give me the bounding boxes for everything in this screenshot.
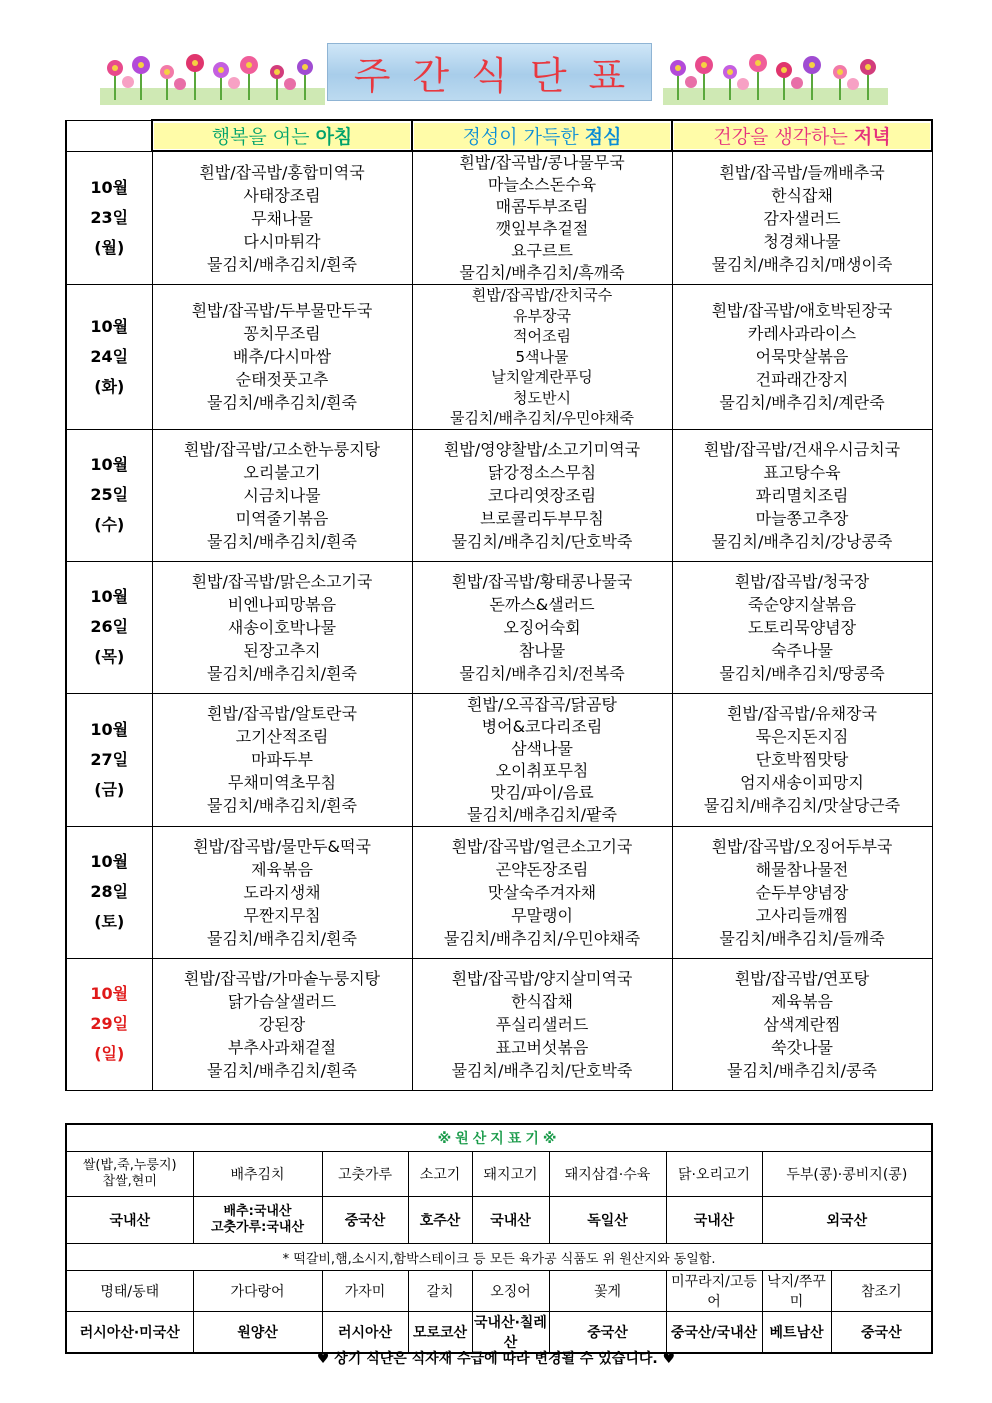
menu-item: 삼색나물: [511, 738, 573, 758]
origin-label-pork-belly: 돼지삼겹·수육: [549, 1152, 666, 1197]
origin2-value: 국내산·칠레산: [472, 1312, 549, 1354]
date-weekday: (목): [94, 647, 125, 666]
origin-title: ※원산지표기※: [66, 1124, 932, 1152]
breakfast-cell: [152, 151, 412, 285]
breakfast-header: [152, 120, 412, 151]
origin2-label: 가다랑어: [193, 1271, 322, 1312]
menu-item: 흰밥/잡곡밥/건새우시금치국: [703, 439, 901, 459]
menu-item: 오징어숙회: [503, 617, 581, 637]
menu-item: 죽순양지살볶음: [747, 594, 857, 614]
menu-item: 흰밥/잡곡밥/양지살미역국: [451, 968, 633, 988]
date-day: 27일: [90, 749, 129, 769]
corner-cell: [66, 120, 152, 151]
day-row: [66, 285, 932, 430]
date-cell: [66, 429, 152, 561]
day-row: [66, 429, 932, 561]
dinner-header-label: 건강을 생각하는: [713, 126, 848, 148]
menu-item: 해물참나물전: [755, 859, 849, 879]
menu-item: 시금치나물: [243, 485, 321, 505]
date-month: 10월: [90, 316, 129, 336]
lunch-cell: [412, 693, 672, 826]
origin-value-rice: 국내산: [66, 1197, 193, 1244]
origin-label-chicken-duck: 닭·오리고기: [666, 1152, 762, 1197]
breakfast-header-strong: 아침: [315, 126, 353, 148]
menu-item: 무채미역초무침: [227, 773, 337, 792]
menu-item: 물김치/배추김치/계란죽: [719, 393, 885, 413]
weekly-menu-table: [65, 119, 933, 1091]
menu-item: 흰밥/영양찰밥/소고기미역국: [443, 439, 641, 459]
date-month: 10월: [90, 587, 129, 606]
origin-value-kimchi: 배추:국내산 고춧가루:국내산: [193, 1197, 322, 1244]
menu-item: 고기산적조림: [235, 727, 329, 746]
menu-item: 유부장국: [513, 306, 571, 325]
menu-item: 물김치/배추김치/전복죽: [459, 663, 625, 683]
dinner-cell: [672, 561, 932, 693]
date-cell: [66, 826, 152, 958]
menu-item: 물김치/배추김치/단호박죽: [451, 1060, 633, 1080]
menu-item: 흰밥/잡곡밥/연포탕: [734, 968, 870, 988]
menu-item: 흰밥/잡곡밥/콩나물무국: [459, 153, 625, 172]
menu-item: 물김치/배추김치/흰죽: [207, 663, 357, 683]
date-weekday: (금): [94, 779, 125, 799]
origin2-label: 꽃게: [549, 1271, 666, 1312]
menu-item: 흰밥/잡곡밥/청국장: [734, 571, 870, 591]
menu-item: 요구르트: [511, 241, 573, 260]
menu-item: 물김치/배추김치/강낭콩죽: [711, 531, 893, 551]
date-day: 28일: [90, 882, 129, 901]
origin2-label: 명태/동태: [66, 1271, 193, 1312]
footer-text: 상기 식단은 식자재 수급에 따라 변경될 수 있습니다.: [334, 1351, 658, 1367]
date-day: 24일: [90, 346, 129, 366]
menu-item: 무짠지무침: [243, 905, 321, 925]
menu-item: 물김치/배추김치/흑깨죽: [459, 263, 625, 282]
origin2-value: 중국산: [549, 1312, 666, 1354]
origin2-value: 러시아산: [322, 1312, 408, 1354]
date-cell: [66, 561, 152, 693]
menu-item: 한식잡채: [511, 991, 573, 1011]
dinner-cell: [672, 958, 932, 1090]
lunch-cell: [412, 958, 672, 1090]
day-row: [66, 826, 932, 958]
menu-item: 곤약돈장조림: [495, 859, 589, 879]
menu-item: 제육볶음: [251, 859, 313, 879]
menu-item: 도토리묵양념장: [747, 617, 857, 637]
menu-item: 흰밥/잡곡밥/고소한누룽지탕: [183, 439, 381, 459]
breakfast-cell: [152, 285, 412, 430]
menu-item: 물김치/배추김치/땅콩죽: [719, 663, 885, 683]
flower-decoration-left: [100, 50, 325, 105]
heart-icon: ♥: [316, 1351, 330, 1367]
menu-item: 꽈리멸치조림: [755, 485, 849, 505]
origin2-label: 가자미: [322, 1271, 408, 1312]
menu-item: 제육볶음: [771, 991, 833, 1011]
menu-item: 사태장조림: [243, 185, 321, 205]
menu-item: 흰밥/잡곡밥/알토란국: [207, 704, 357, 723]
date-day: 23일: [90, 207, 129, 227]
menu-item: 숙주나물: [771, 640, 833, 660]
menu-item: 단호박찜맛탕: [755, 750, 849, 769]
breakfast-cell: [152, 429, 412, 561]
menu-item: 흰밥/잡곡밥/가마솥누룽지탕: [183, 968, 381, 988]
lunch-header-strong: 점심: [584, 126, 622, 148]
menu-item: 물김치/배추김치/팥죽: [467, 804, 617, 824]
menu-item: 흰밥/잡곡밥/오징어두부국: [711, 836, 893, 856]
origin-value-beef: 호주산: [408, 1197, 472, 1244]
menu-item: 한식잡채: [771, 185, 833, 205]
menu-item: 어묵맛살볶음: [755, 347, 849, 367]
menu-item: 푸실리샐러드: [495, 1014, 589, 1034]
date-weekday: (화): [94, 376, 125, 396]
origin-label-beef: 소고기: [408, 1152, 472, 1197]
menu-item: 닭강정소스무침: [487, 462, 597, 482]
origin-label-chili: 고춧가루: [322, 1152, 408, 1197]
menu-item: 엄지새송이피망지: [740, 773, 864, 792]
menu-item: 흰밥/잡곡밥/애호박된장국: [711, 301, 893, 321]
origin2-label: 참조기: [831, 1271, 932, 1312]
menu-item: 고사리들깨찜: [755, 905, 849, 925]
menu-item: 마파두부: [251, 750, 313, 769]
origin-note: * 떡갈비,햄,소시지,함박스테이크 등 모든 육가공 식품도 위 원산지와 동일함.: [66, 1244, 932, 1271]
lunch-cell: [412, 826, 672, 958]
origin2-label: 낙지/쭈꾸미: [762, 1271, 831, 1312]
menu-item: 흰밥/잡곡밥/잔치국수: [471, 286, 613, 304]
date-day: 26일: [90, 617, 129, 636]
day-row: [66, 958, 932, 1090]
menu-item: 흰밥/잡곡밥/두부물만두국: [191, 301, 373, 321]
date-cell: [66, 151, 152, 285]
menu-item: 병어&코다리조림: [481, 716, 603, 736]
menu-item: 무채나물: [251, 208, 313, 228]
dinner-cell: [672, 693, 932, 826]
breakfast-cell: [152, 826, 412, 958]
origin2-value: 원양산: [193, 1312, 322, 1354]
menu-item: 흰밥/잡곡밥/물만두&떡국: [193, 836, 371, 856]
lunch-header-label: 정성이 가득한: [462, 126, 579, 148]
breakfast-cell: [152, 958, 412, 1090]
dinner-cell: [672, 826, 932, 958]
menu-item: 부추사과채겉절: [227, 1037, 337, 1057]
dinner-header-strong: 저녁: [853, 126, 891, 148]
menu-item: 오리불고기: [243, 462, 321, 482]
origin-value-pork: 국내산: [472, 1197, 549, 1244]
menu-item: 물김치/배추김치/흰죽: [207, 796, 357, 815]
date-cell: [66, 958, 152, 1090]
menu-item: 오이취포무침: [495, 760, 589, 780]
menu-item: 순두부양념장: [755, 882, 849, 902]
origin-value-chili: 중국산: [322, 1197, 408, 1244]
menu-item: 강된장: [258, 1014, 306, 1034]
menu-item: 물김치/배추김치/우민야채죽: [443, 928, 641, 948]
menu-item: 청경채나물: [763, 231, 841, 251]
menu-item: 배추/다시마쌈: [232, 347, 332, 367]
menu-item: 참나물: [518, 640, 566, 660]
day-row: [66, 561, 932, 693]
menu-item: 물김치/배추김치/단호박죽: [451, 531, 633, 551]
menu-item: 미역줄기볶음: [235, 508, 329, 528]
menu-item: 물김치/배추김치/흰죽: [207, 928, 357, 948]
date-month: 10월: [90, 455, 129, 474]
menu-item: 순태젓풋고추: [235, 370, 329, 390]
menu-item: 된장고추지: [243, 640, 321, 660]
footer-notice: [0, 1348, 992, 1368]
dinner-header: [672, 120, 932, 151]
menu-item: 묵은지돈지짐: [755, 727, 849, 746]
lunch-header: [412, 120, 672, 151]
origin-label-kimchi: 배추김치: [193, 1152, 322, 1197]
menu-item: 비엔나피망볶음: [227, 594, 337, 614]
menu-item: 표고탕수육: [763, 462, 841, 482]
menu-item: 깻잎부추겉절: [495, 219, 589, 238]
menu-item: 맛김/파이/음료: [490, 782, 594, 802]
menu-item: 흰밥/잡곡밥/맑은소고기국: [191, 571, 373, 591]
lunch-cell: [412, 151, 672, 285]
title-banner: [327, 43, 652, 101]
date-weekday: (토): [94, 912, 125, 931]
menu-item: 날치알계란푸딩: [491, 368, 593, 386]
origin2-value: 베트남산: [762, 1312, 831, 1354]
menu-item: 물김치/배추김치/흰죽: [207, 393, 357, 413]
origin-label-tofu: 두부(콩)·콩비지(콩): [762, 1152, 932, 1197]
menu-item: 도라지생채: [243, 882, 321, 902]
menu-item: 새송이호박나물: [227, 617, 337, 637]
page-title: 주간식단표: [353, 53, 648, 98]
menu-item: 무말랭이: [511, 905, 573, 925]
dinner-cell: [672, 285, 932, 430]
lunch-cell: [412, 561, 672, 693]
origin-table: [65, 1123, 933, 1354]
lunch-cell: [412, 285, 672, 430]
breakfast-cell: [152, 561, 412, 693]
origin-value-pork-belly: 독일산: [549, 1197, 666, 1244]
origin2-label: 갈치: [408, 1271, 472, 1312]
origin-value-tofu: 외국산: [762, 1197, 932, 1244]
day-row: [66, 693, 932, 826]
origin2-value: 러시아산·미국산: [66, 1312, 193, 1354]
date-cell: [66, 693, 152, 826]
date-month: 10월: [90, 719, 129, 739]
menu-item: 마늘소스돈수육: [487, 175, 597, 194]
date-month: 10월: [90, 984, 129, 1003]
menu-item: 흰밥/잡곡밥/들깨배추국: [719, 162, 885, 182]
menu-item: 물김치/배추김치/매생이죽: [711, 254, 893, 274]
menu-item: 적어조림: [513, 327, 571, 345]
date-month: 10월: [90, 177, 129, 197]
heart-icon: ♥: [662, 1351, 676, 1367]
menu-item: 다시마튀각: [243, 231, 321, 251]
origin2-value: 중국산: [831, 1312, 932, 1354]
menu-item: 코다리엿장조림: [487, 485, 597, 505]
menu-item: 물김치/배추김치/흰죽: [207, 531, 357, 551]
menu-item: 맛살숙주겨자채: [487, 882, 597, 902]
menu-item: 흰밥/잡곡밥/유채장국: [727, 704, 877, 723]
menu-item: 물김치/배추김치/콩죽: [727, 1060, 877, 1080]
menu-item: 브로콜리두부무침: [480, 508, 604, 528]
menu-item: 감자샐러드: [763, 208, 841, 228]
date-weekday: (월): [94, 237, 125, 257]
menu-item: 물김치/배추김치/들깨죽: [719, 928, 885, 948]
menu-item: 청도반시: [513, 388, 571, 407]
lunch-cell: [412, 429, 672, 561]
menu-item: 물김치/배추김치/흰죽: [207, 1060, 357, 1080]
menu-item: 쑥갓나물: [771, 1037, 833, 1057]
menu-item: 물김치/배추김치/우민야채죽: [450, 409, 634, 427]
flower-decoration-right: [663, 50, 888, 105]
date-day: 29일: [90, 1014, 129, 1033]
origin2-value: 모로코산: [408, 1312, 472, 1354]
menu-item: 5색나물: [515, 347, 569, 366]
menu-item: 흰밥/잡곡밥/황태콩나물국: [451, 571, 633, 591]
origin-value-chicken-duck: 국내산: [666, 1197, 762, 1244]
menu-item: 건파래간장지: [755, 370, 849, 390]
origin-label-rice: 쌀(밥,죽,누룽지) 찹쌀,현미: [66, 1152, 193, 1197]
menu-item: 카레사과라이스: [747, 324, 857, 344]
breakfast-cell: [152, 693, 412, 826]
menu-item: 흰밥/잡곡밥/얼큰소고기국: [451, 836, 633, 856]
date-day: 25일: [90, 485, 129, 504]
menu-item: 꽁치무조림: [243, 324, 321, 344]
menu-item: 닭가슴살샐러드: [227, 991, 337, 1011]
menu-item: 흰밥/오곡잡곡/닭곰탕: [467, 694, 617, 714]
date-weekday: (수): [94, 515, 125, 534]
menu-item: 물김치/배추김치/흰죽: [207, 254, 357, 274]
menu-item: 흰밥/잡곡밥/홍합미역국: [199, 162, 365, 182]
origin2-value: 중국산/국내산: [666, 1312, 762, 1354]
date-cell: [66, 285, 152, 430]
menu-item: 매콤두부조림: [495, 197, 589, 216]
dinner-cell: [672, 429, 932, 561]
dinner-cell: [672, 151, 932, 285]
breakfast-header-label: 행복을 여는: [211, 126, 310, 148]
day-row: [66, 151, 932, 285]
date-weekday: (일): [94, 1044, 125, 1063]
origin-label-pork: 돼지고기: [472, 1152, 549, 1197]
menu-item: 돈까스&샐러드: [489, 594, 595, 614]
origin2-label: 미꾸라지/고등어: [666, 1271, 762, 1312]
menu-item: 삼색계란찜: [763, 1014, 841, 1034]
menu-item: 마늘쫑고추장: [755, 508, 849, 528]
date-month: 10월: [90, 852, 129, 871]
menu-item: 표고버섯볶음: [495, 1037, 589, 1057]
menu-item: 물김치/배추김치/맛살당근죽: [703, 796, 901, 815]
origin2-label: 오징어: [472, 1271, 549, 1312]
